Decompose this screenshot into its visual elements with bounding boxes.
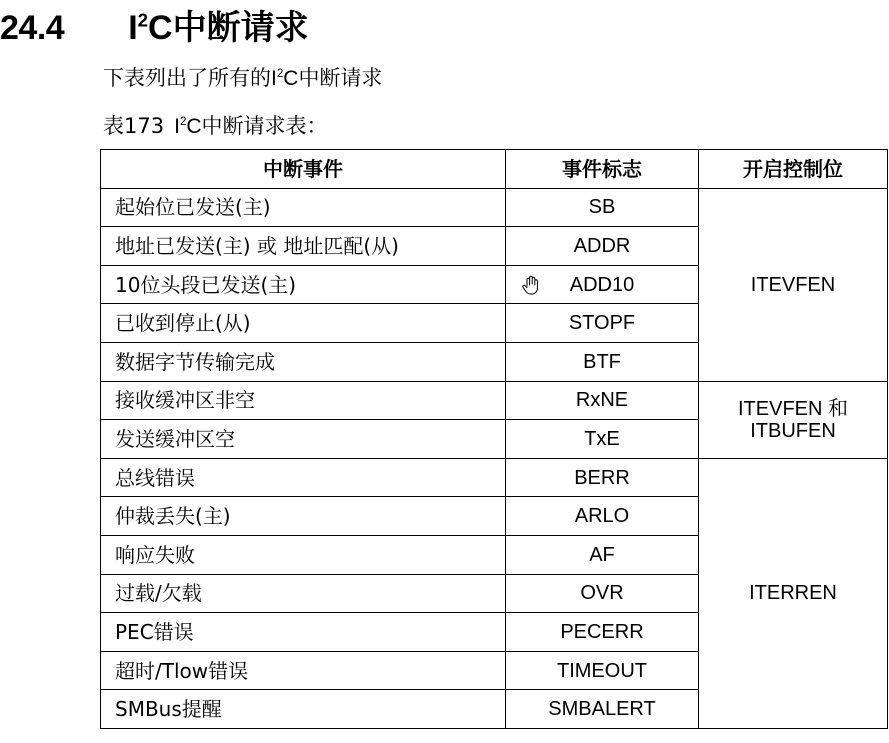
i2c-interrupt-table bbox=[100, 149, 888, 729]
flag-label: ADD10 bbox=[569, 273, 635, 296]
control-cell-itevfen-itbufen bbox=[699, 381, 888, 458]
control-line: ITBUFEN bbox=[750, 419, 836, 442]
flag-cell: AF bbox=[506, 535, 699, 574]
event-cell: 仲裁丢失(主) bbox=[101, 497, 506, 536]
flag-cell: SB bbox=[506, 188, 699, 227]
event-cell: 地址已发送(主) 或 地址匹配(从) bbox=[101, 227, 506, 266]
flag-cell: BERR bbox=[506, 458, 699, 497]
event-cell: 已收到停止(从) bbox=[101, 304, 506, 343]
intro-paragraph: 下表列出了所有的$I^2C$中断请求 bbox=[103, 66, 383, 90]
table-header-row bbox=[101, 150, 888, 189]
event-cell: 接收缓冲区非空 bbox=[101, 381, 506, 420]
flag-cell: SMBALERT bbox=[506, 690, 699, 729]
event-cell: 过载/欠载 bbox=[101, 574, 506, 613]
control-cell-iterren: ITERREN bbox=[699, 458, 888, 728]
section-number: 24.4 bbox=[0, 9, 65, 47]
section-title: $I^2C$中断请求 bbox=[128, 8, 309, 48]
hand-pointer-icon bbox=[520, 274, 542, 296]
flag-cell: OVR bbox=[506, 574, 699, 613]
control-cell-itevfen: ITEVFEN bbox=[699, 188, 888, 381]
event-cell: 响应失败 bbox=[101, 535, 506, 574]
event-cell: 数据字节传输完成 bbox=[101, 342, 506, 381]
table-row bbox=[101, 458, 888, 497]
flag-cell-with-cursor bbox=[506, 265, 699, 304]
flag-cell: PECERR bbox=[506, 613, 699, 652]
section-heading bbox=[0, 0, 309, 48]
flag-cell: STOPF bbox=[506, 304, 699, 343]
table-caption: 表173 $I^2C$中断请求表： bbox=[103, 114, 328, 138]
event-cell: 超时/Tlow错误 bbox=[101, 651, 506, 690]
control-line: ITEVFEN 和 bbox=[737, 397, 848, 420]
flag-cell: TxE bbox=[506, 420, 699, 459]
event-cell: 总线错误 bbox=[101, 458, 506, 497]
flag-cell: RxNE bbox=[506, 381, 699, 420]
header-event: 中断事件 bbox=[101, 150, 506, 189]
header-flag: 事件标志 bbox=[506, 150, 699, 189]
flag-cell: BTF bbox=[506, 342, 699, 381]
table-row bbox=[101, 381, 888, 420]
event-cell: SMBus提醒 bbox=[101, 690, 506, 729]
flag-cell: ARLO bbox=[506, 497, 699, 536]
header-control: 开启控制位 bbox=[699, 150, 888, 189]
event-cell: 10位头段已发送(主) bbox=[101, 265, 506, 304]
event-cell: 发送缓冲区空 bbox=[101, 420, 506, 459]
flag-cell: TIMEOUT bbox=[506, 651, 699, 690]
event-cell: 起始位已发送(主) bbox=[101, 188, 506, 227]
flag-cell: ADDR bbox=[506, 227, 699, 266]
event-cell: PEC错误 bbox=[101, 613, 506, 652]
table-row bbox=[101, 188, 888, 227]
